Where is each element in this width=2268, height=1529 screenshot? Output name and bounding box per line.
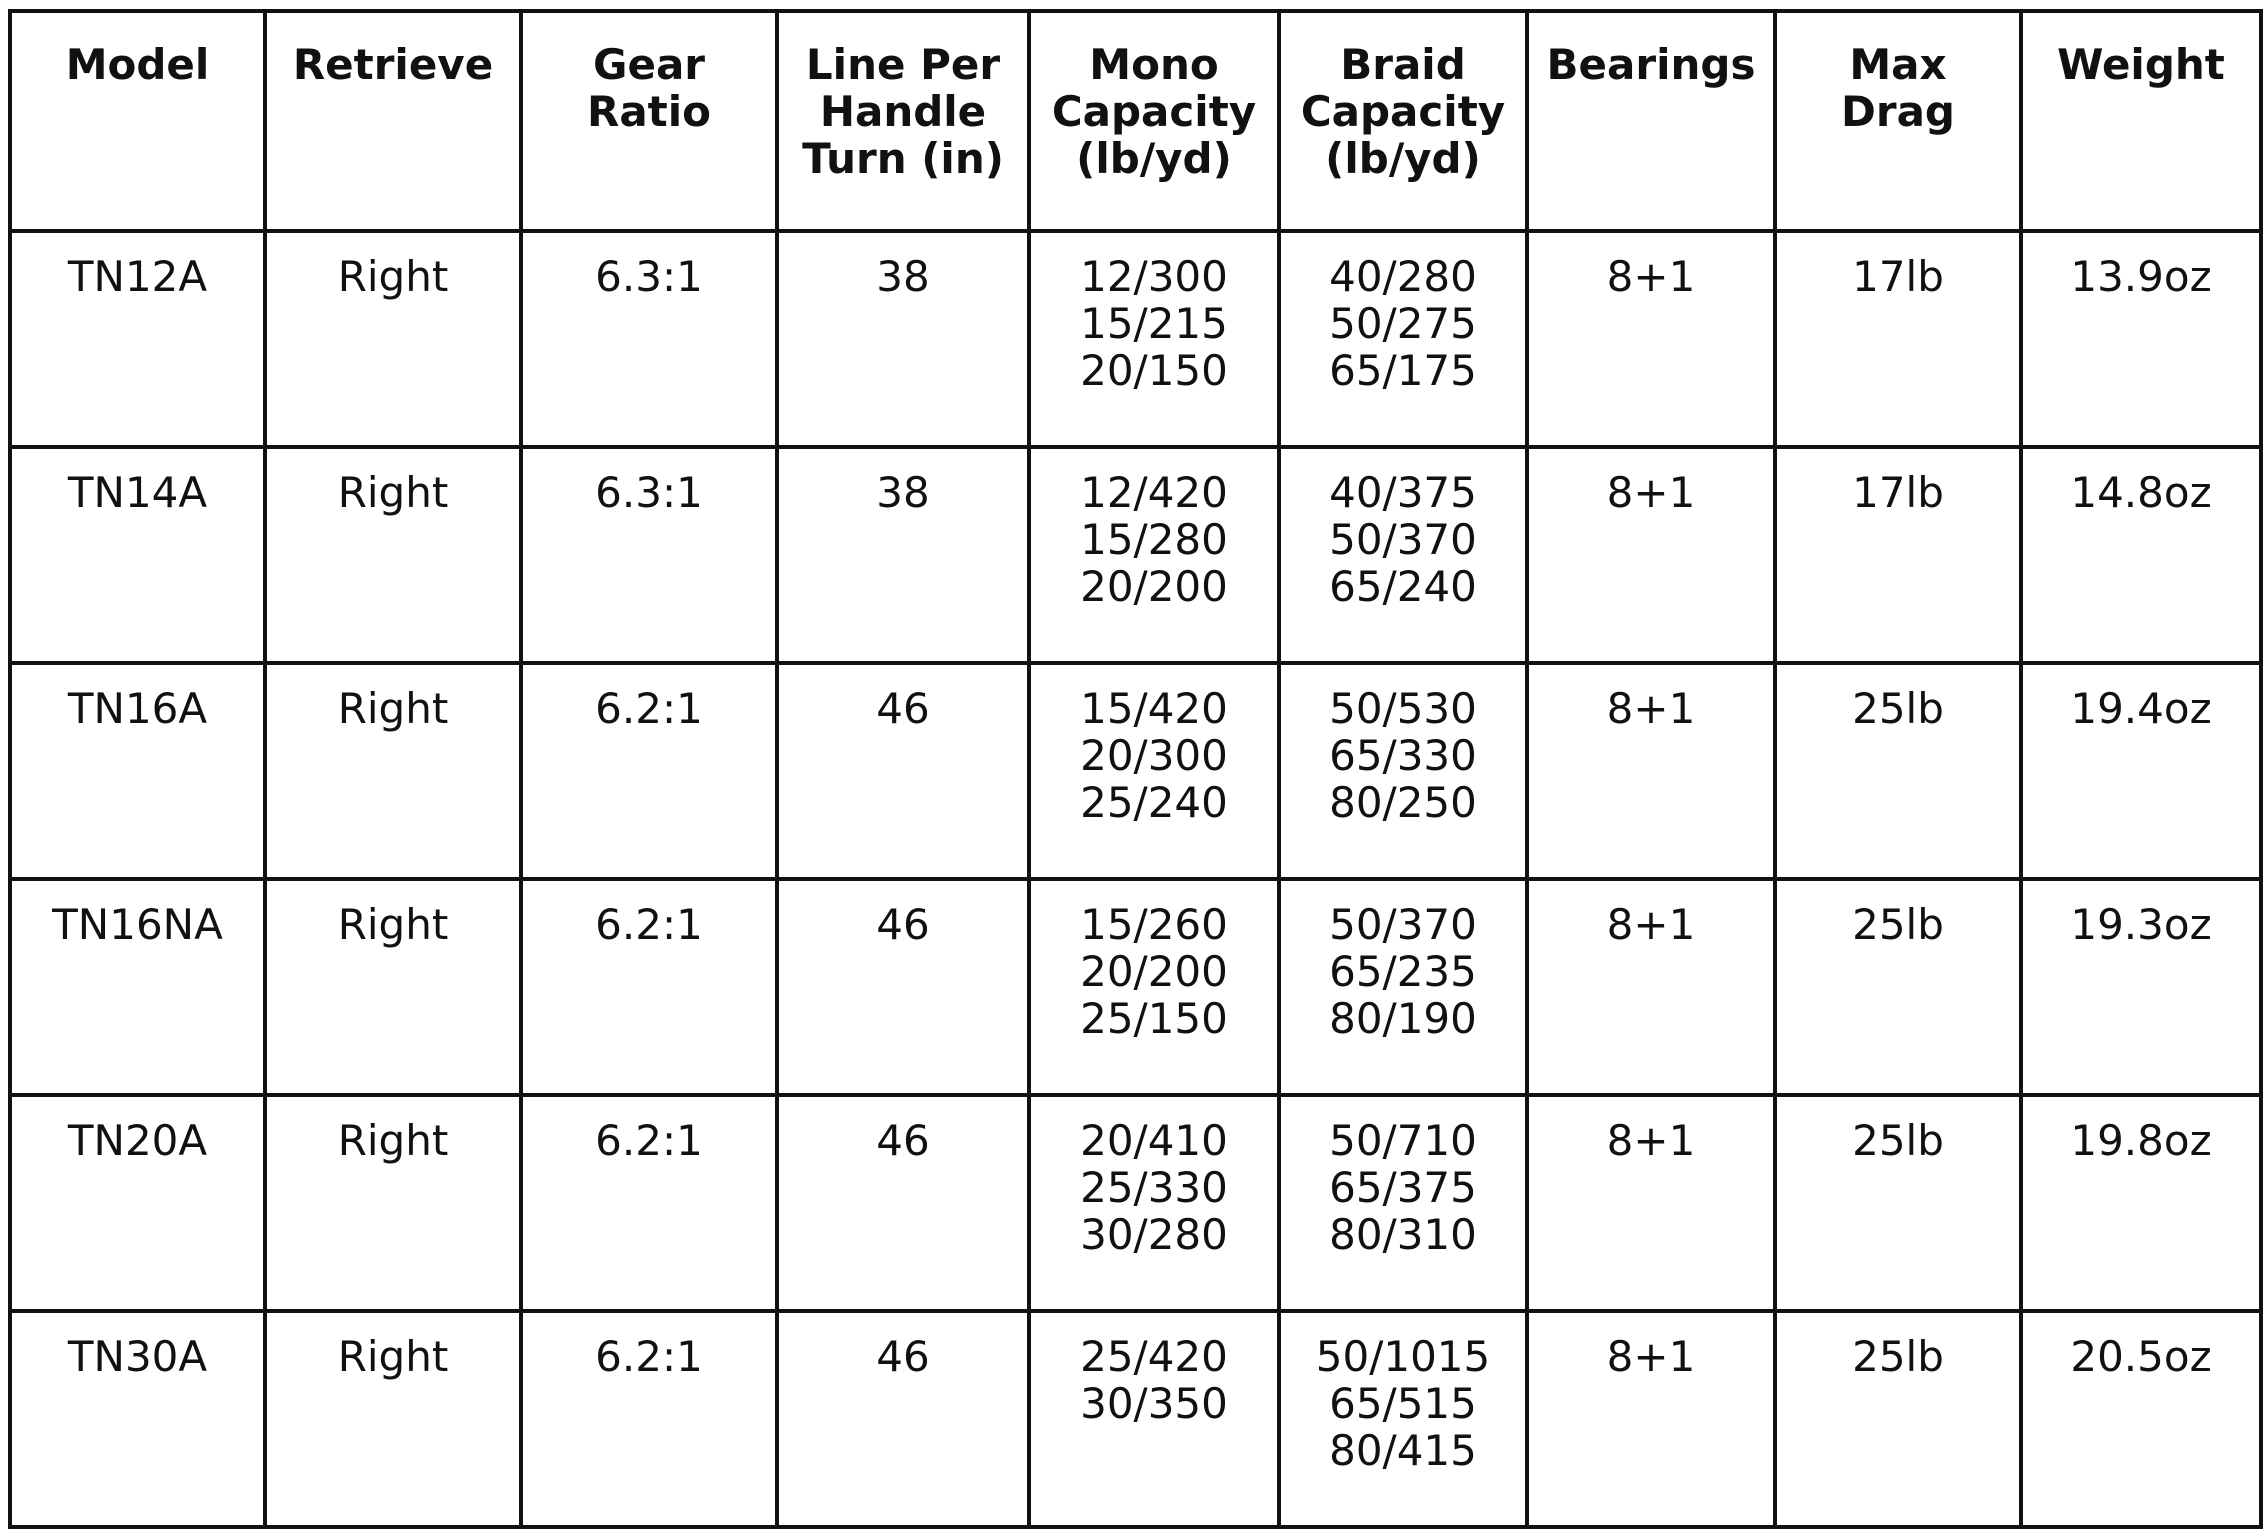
cell-braid-capacity <box>1279 879 1527 1095</box>
cell-braid-capacity <box>1279 663 1527 879</box>
column-header-line: Retrieve <box>292 40 494 89</box>
header-row <box>10 11 2261 231</box>
cell-weight <box>2021 1095 2261 1311</box>
cell-value: 38 <box>876 252 930 301</box>
cell-retrieve <box>265 447 521 663</box>
cell-value-line: 50/370 <box>1329 900 1477 949</box>
cell-value: 46 <box>876 900 930 949</box>
cell-value: TN16NA <box>52 900 223 949</box>
cell-value: 8+1 <box>1606 468 1696 517</box>
cell-value-line: 50/530 <box>1329 684 1477 733</box>
cell-bearings <box>1527 663 1775 879</box>
cell-value-line: 65/240 <box>1329 562 1477 611</box>
cell-bearings <box>1527 447 1775 663</box>
cell-mono-capacity <box>1029 231 1279 447</box>
cell-value: 17lb <box>1852 252 1944 301</box>
cell-value: 8+1 <box>1606 684 1696 733</box>
cell-value: TN16A <box>67 684 208 733</box>
cell-bearings <box>1527 231 1775 447</box>
cell-max-drag <box>1775 1311 2021 1527</box>
cell-value: 14.8oz <box>2070 468 2212 517</box>
column-header-weight <box>2021 11 2261 231</box>
cell-value: 46 <box>876 684 930 733</box>
column-header-line: Braid <box>1340 40 1466 89</box>
cell-value: 25lb <box>1852 900 1944 949</box>
table-row <box>10 231 2261 447</box>
cell-mono-capacity <box>1029 879 1279 1095</box>
cell-value: TN12A <box>67 252 208 301</box>
cell-max-drag <box>1775 447 2021 663</box>
cell-value-line: 80/310 <box>1329 1210 1477 1259</box>
cell-braid-capacity <box>1279 1311 1527 1527</box>
cell-value-line: 65/375 <box>1329 1163 1477 1212</box>
cell-value: Right <box>337 684 449 733</box>
cell-line-per-turn <box>777 231 1029 447</box>
cell-mono-capacity <box>1029 1095 1279 1311</box>
cell-gear-ratio <box>521 1311 777 1527</box>
cell-value: Right <box>337 252 449 301</box>
cell-value-line: 80/250 <box>1329 778 1477 827</box>
column-header-line: Bearings <box>1546 40 1756 89</box>
cell-max-drag <box>1775 1095 2021 1311</box>
cell-value-line: 20/150 <box>1080 346 1228 395</box>
cell-value: 25lb <box>1852 1332 1944 1381</box>
cell-value: Right <box>337 1116 449 1165</box>
cell-weight <box>2021 663 2261 879</box>
table-body <box>10 231 2261 1527</box>
column-header-line: Handle <box>819 87 987 136</box>
cell-weight <box>2021 1311 2261 1527</box>
column-header-line: Drag <box>1841 87 1955 136</box>
cell-bearings <box>1527 1311 1775 1527</box>
column-header-line: Line Per <box>805 40 1001 89</box>
column-header-line: Turn (in) <box>802 134 1004 183</box>
cell-value: 8+1 <box>1606 1116 1696 1165</box>
cell-retrieve <box>265 1311 521 1527</box>
cell-value: 25lb <box>1852 684 1944 733</box>
table-row <box>10 663 2261 879</box>
cell-value-line: 30/350 <box>1080 1379 1228 1428</box>
table-row <box>10 879 2261 1095</box>
cell-value: 6.2:1 <box>595 1116 703 1165</box>
cell-value-line: 65/330 <box>1329 731 1477 780</box>
reel-spec-table <box>8 9 2263 1529</box>
cell-value: 19.8oz <box>2070 1116 2212 1165</box>
cell-gear-ratio <box>521 231 777 447</box>
column-header-bearings <box>1527 11 1775 231</box>
cell-value-line: 25/150 <box>1080 994 1228 1043</box>
cell-retrieve <box>265 1095 521 1311</box>
cell-mono-capacity <box>1029 447 1279 663</box>
cell-mono-capacity <box>1029 663 1279 879</box>
cell-value-line: 65/515 <box>1329 1379 1477 1428</box>
cell-gear-ratio <box>521 879 777 1095</box>
cell-value: 46 <box>876 1332 930 1381</box>
column-header-line: Gear <box>592 40 705 89</box>
cell-value-line: 15/280 <box>1080 515 1228 564</box>
cell-value-line: 50/370 <box>1329 515 1477 564</box>
cell-value: Right <box>337 900 449 949</box>
cell-value: Right <box>337 1332 449 1381</box>
cell-value-line: 20/300 <box>1080 731 1228 780</box>
cell-braid-capacity <box>1279 231 1527 447</box>
table-row <box>10 447 2261 663</box>
cell-value-line: 12/420 <box>1080 468 1228 517</box>
column-header-max-drag <box>1775 11 2021 231</box>
table-row <box>10 1311 2261 1527</box>
cell-value-line: 80/190 <box>1329 994 1477 1043</box>
cell-braid-capacity <box>1279 1095 1527 1311</box>
cell-weight <box>2021 879 2261 1095</box>
cell-model <box>10 447 265 663</box>
cell-model <box>10 231 265 447</box>
cell-value-line: 15/420 <box>1080 684 1228 733</box>
column-header-braid-capacity <box>1279 11 1527 231</box>
cell-line-per-turn <box>777 447 1029 663</box>
column-header-line: (lb/yd) <box>1325 134 1481 183</box>
cell-value-line: 25/240 <box>1080 778 1228 827</box>
cell-value: 38 <box>876 468 930 517</box>
column-header-mono-capacity <box>1029 11 1279 231</box>
cell-retrieve <box>265 663 521 879</box>
cell-max-drag <box>1775 879 2021 1095</box>
cell-value-line: 40/375 <box>1329 468 1477 517</box>
column-header-line-per-turn <box>777 11 1029 231</box>
cell-value-line: 20/200 <box>1080 947 1228 996</box>
table-row <box>10 1095 2261 1311</box>
cell-value: 13.9oz <box>2070 252 2212 301</box>
cell-value-line: 25/420 <box>1080 1332 1228 1381</box>
cell-weight <box>2021 231 2261 447</box>
cell-value-line: 15/260 <box>1080 900 1228 949</box>
cell-value: TN20A <box>67 1116 208 1165</box>
cell-value-line: 30/280 <box>1080 1210 1228 1259</box>
cell-gear-ratio <box>521 663 777 879</box>
cell-value: 6.2:1 <box>595 900 703 949</box>
column-header-line: Weight <box>2057 40 2225 89</box>
cell-value-line: 50/1015 <box>1315 1332 1491 1381</box>
cell-value: 6.3:1 <box>595 468 703 517</box>
cell-value: 8+1 <box>1606 900 1696 949</box>
cell-braid-capacity <box>1279 447 1527 663</box>
cell-value-line: 65/235 <box>1329 947 1477 996</box>
column-header-line: Capacity <box>1051 87 1257 136</box>
cell-max-drag <box>1775 663 2021 879</box>
cell-value: 8+1 <box>1606 1332 1696 1381</box>
column-header-line: Mono <box>1089 40 1219 89</box>
cell-line-per-turn <box>777 663 1029 879</box>
cell-value: 17lb <box>1852 468 1944 517</box>
cell-value: 6.2:1 <box>595 1332 703 1381</box>
cell-value: 8+1 <box>1606 252 1696 301</box>
cell-gear-ratio <box>521 447 777 663</box>
cell-model <box>10 879 265 1095</box>
cell-value: Right <box>337 468 449 517</box>
cell-retrieve <box>265 879 521 1095</box>
cell-value: 20.5oz <box>2070 1332 2212 1381</box>
column-header-retrieve <box>265 11 521 231</box>
cell-model <box>10 1311 265 1527</box>
column-header-line: Capacity <box>1300 87 1506 136</box>
cell-value: 19.3oz <box>2070 900 2212 949</box>
cell-line-per-turn <box>777 1095 1029 1311</box>
column-header-model <box>10 11 265 231</box>
cell-value: TN30A <box>67 1332 208 1381</box>
cell-value-line: 80/415 <box>1329 1426 1477 1475</box>
cell-gear-ratio <box>521 1095 777 1311</box>
cell-bearings <box>1527 1095 1775 1311</box>
cell-value-line: 25/330 <box>1080 1163 1228 1212</box>
cell-mono-capacity <box>1029 1311 1279 1527</box>
cell-value-line: 40/280 <box>1329 252 1477 301</box>
cell-bearings <box>1527 879 1775 1095</box>
cell-weight <box>2021 447 2261 663</box>
cell-value-line: 65/175 <box>1329 346 1477 395</box>
column-header-gear-ratio <box>521 11 777 231</box>
cell-value: 19.4oz <box>2070 684 2212 733</box>
cell-value: TN14A <box>67 468 208 517</box>
cell-model <box>10 1095 265 1311</box>
cell-model <box>10 663 265 879</box>
column-header-line: Ratio <box>586 87 711 136</box>
column-header-line: (lb/yd) <box>1076 134 1232 183</box>
cell-value: 25lb <box>1852 1116 1944 1165</box>
cell-value: 46 <box>876 1116 930 1165</box>
cell-value-line: 20/200 <box>1080 562 1228 611</box>
cell-value-line: 50/275 <box>1329 299 1477 348</box>
cell-max-drag <box>1775 231 2021 447</box>
cell-line-per-turn <box>777 879 1029 1095</box>
cell-line-per-turn <box>777 1311 1029 1527</box>
cell-value-line: 20/410 <box>1080 1116 1228 1165</box>
cell-value: 6.2:1 <box>595 684 703 733</box>
column-header-line: Max <box>1849 40 1947 89</box>
cell-retrieve <box>265 231 521 447</box>
cell-value: 6.3:1 <box>595 252 703 301</box>
column-header-line: Model <box>65 40 210 89</box>
cell-value-line: 12/300 <box>1080 252 1228 301</box>
cell-value-line: 15/215 <box>1080 299 1228 348</box>
cell-value-line: 50/710 <box>1329 1116 1477 1165</box>
